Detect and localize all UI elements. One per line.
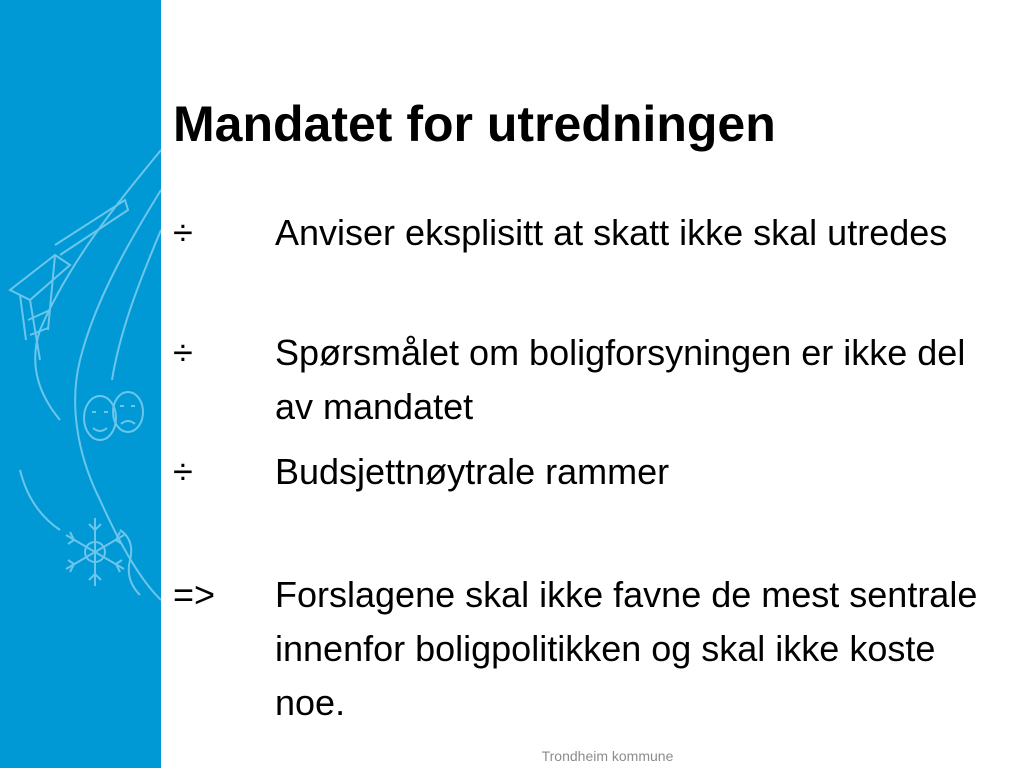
- bullet-text: Anviser eksplisitt at skatt ikke skal utredes: [275, 212, 948, 253]
- footer-text: Trondheim kommune: [541, 748, 674, 764]
- bullet-marker: ÷: [173, 451, 193, 492]
- bullet-text: Spørsmålet om boligforsyningen er ikke del av mandatet: [275, 332, 966, 427]
- bullet-text: Forslagene skal ikke favne de mest sentrale innenfor boligpolitikken og skal ikke koste noe.: [275, 574, 978, 723]
- bullet-marker: =>: [173, 574, 216, 615]
- slide-title: Mandatet for utredningen: [173, 96, 776, 152]
- bullet-marker: ÷: [173, 332, 193, 373]
- decorative-sidebar: [0, 0, 161, 768]
- bullet-marker: ÷: [173, 212, 193, 253]
- decorative-line-art-icon: [0, 0, 161, 768]
- bullet-text: Budsjettnøytrale rammer: [275, 451, 670, 492]
